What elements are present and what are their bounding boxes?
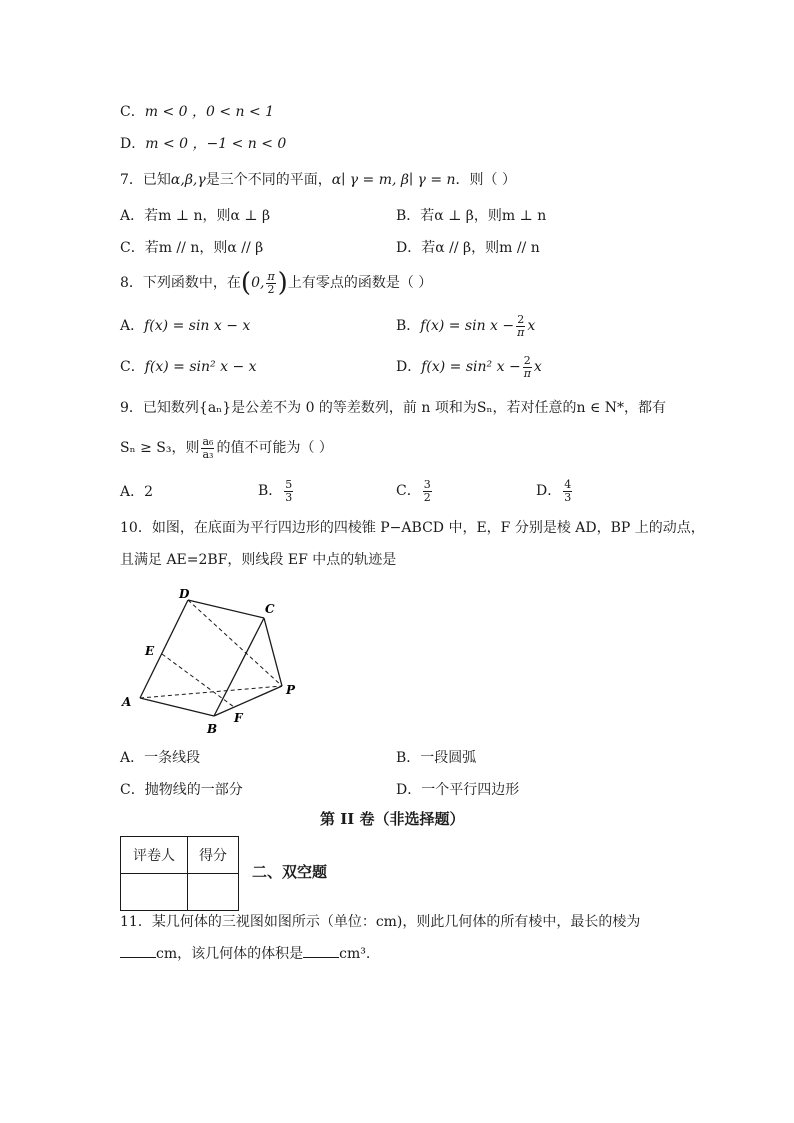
q11-stem-line1: 11．某几何体的三视图如图所示（单位：cm)，则此几何体的所有棱中，最长的棱为 bbox=[120, 914, 641, 930]
edge-dc bbox=[188, 600, 264, 618]
q8-b-fraction: $\frac{2}{\pi}$ bbox=[517, 312, 525, 339]
q9-d-fraction: $\frac{4}{3}$ bbox=[564, 477, 572, 504]
q9-ratio-fraction: $\frac{\text{a₆}}{\text{a₃}}$ bbox=[202, 434, 214, 461]
q7-option-d: D．若α // β，则m // n bbox=[396, 240, 540, 256]
q8-interval-fraction: $\frac{\pi}{2}$ bbox=[267, 269, 275, 296]
label-a: A bbox=[122, 695, 132, 709]
score-table bbox=[120, 836, 239, 911]
q7-option-c: C．若m // n，则α // β bbox=[120, 240, 264, 256]
q6-option-c: C．m < 0 ，0 < n < 1 bbox=[120, 104, 275, 120]
q8-option-c: C．f(x) = sin² x − x bbox=[120, 359, 257, 375]
score-cell[interactable] bbox=[188, 874, 239, 911]
answer-blank-2[interactable] bbox=[303, 957, 339, 958]
q10-option-a: A．一条线段 bbox=[120, 750, 201, 766]
q9-b-fraction: $\frac{5}{3}$ bbox=[285, 477, 293, 504]
q11-stem-line2: cm，该几何体的体积是 cm³. bbox=[120, 944, 370, 964]
q8-interval-close: ) bbox=[277, 268, 288, 298]
q9-c-fraction: $\frac{3}{2}$ bbox=[423, 477, 431, 504]
q9-stem-line1: 9．已知数列{aₙ}是公差不为 0 的等差数列，前 n 项和为Sₙ，若对任意的n ∈ N*，都有 bbox=[120, 400, 667, 416]
section-double-blank: 二、双空题 bbox=[252, 863, 328, 881]
q10-option-b: B．一段圆弧 bbox=[396, 750, 477, 766]
q10-stem-line1: 10．如图，在底面为平行四边形的四棱锥 P−ABCD 中，E，F 分别是棱 AD，BP 上的动点， bbox=[120, 520, 705, 536]
label-e: E bbox=[145, 644, 155, 658]
q8-d-fraction: $\frac{2}{\pi}$ bbox=[523, 353, 531, 380]
part2-title: 第 II 卷（非选择题） bbox=[320, 810, 465, 828]
q9-option-d: D． $\frac{4}{3}$ bbox=[536, 477, 572, 504]
q9-option-c: C． $\frac{3}{2}$ bbox=[396, 477, 431, 504]
label-c: C bbox=[265, 602, 275, 616]
q10-option-c: C．抛物线的一部分 bbox=[120, 782, 243, 798]
label-f: F bbox=[234, 711, 243, 725]
q7-option-a: A．若m ⊥ n，则α ⊥ β bbox=[120, 208, 271, 224]
pyramid-figure bbox=[110, 582, 310, 742]
q8-option-d: D．f(x) = sin² x − $\frac{2}{\pi}$ x bbox=[396, 353, 542, 380]
q6-option-d: D．m < 0 ，−1 < n < 0 bbox=[120, 136, 287, 152]
reviewer-header: 评卷人 bbox=[121, 837, 188, 874]
q10-option-d: D．一个平行四边形 bbox=[396, 782, 520, 798]
q9-option-b: B． $\frac{5}{3}$ bbox=[258, 477, 293, 504]
edge-cp bbox=[264, 618, 282, 686]
edge-bc bbox=[214, 618, 264, 716]
edge-ab bbox=[140, 698, 214, 716]
answer-blank-1[interactable] bbox=[120, 957, 156, 958]
q9-stem-line2: Sₙ ≥ S₃，则 $\frac{\text{a₆}}{\text{a₃}}$ 的值不可能为（ ） bbox=[120, 434, 333, 461]
reviewer-cell[interactable] bbox=[121, 874, 188, 911]
q8-option-b: B．f(x) = sin x − $\frac{2}{\pi}$ x bbox=[396, 312, 536, 339]
q7-stem: 7．已知α,β,γ是三个不同的平面，α∣ γ = m, β∣ γ = n．则（ ） bbox=[120, 172, 516, 188]
score-header: 得分 bbox=[188, 837, 239, 874]
q8-stem: 8．下列函数中，在(0, $\frac{\pi}{2}$ )上有零点的函数是（ ） bbox=[120, 268, 433, 298]
label-p: P bbox=[286, 683, 296, 697]
q8-interval-open: ( bbox=[240, 268, 252, 298]
label-d: D bbox=[179, 587, 190, 601]
label-b: B bbox=[207, 722, 218, 736]
q8-option-a: A．f(x) = sin x − x bbox=[120, 318, 251, 334]
q7-option-b: B．若α ⊥ β，则m ⊥ n bbox=[396, 208, 547, 224]
edge-ap-hidden bbox=[140, 686, 282, 698]
q10-stem-line2: 且满足 AE=2BF，则线段 EF 中点的轨迹是 bbox=[120, 552, 397, 568]
q9-option-a: A．2 bbox=[120, 484, 154, 500]
